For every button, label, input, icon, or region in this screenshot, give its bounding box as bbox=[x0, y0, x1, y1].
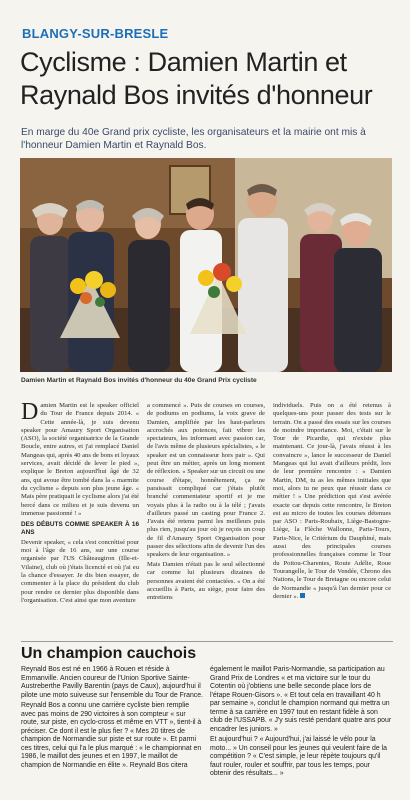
article-paragraph-2: Devenir speaker, « cela s'est concrétisé pour moi à l'âge de 16 ans, sur une course organisée par l'US Châteaugiron (Ille-et-Vilaine), club où j'étais licencié et où j'ai eu la chance d'essayer. Je dis bien essayer, de commenter à la place du président du club pour rendre ce dernier plus disponible dans l'organisation. C'est ainsi que mon aventure bbox=[21, 538, 139, 604]
article-column-1 bbox=[21, 399, 139, 607]
article-headline: Cyclisme : Damien Martin et Raynald Bos invités d'honneur bbox=[20, 47, 373, 110]
article-subhead: DES DÉBUTS COMME SPEAKER À 16 ANS bbox=[21, 521, 139, 537]
box-paragraph-3: également le maillot Paris-Normandie, sa participation au Grand Prix de Londres « et ma victoire sur le tour du Cotentin où j'obtiens une belle seconde place lors de l'étape Rouen-Gisors ». « Et tout cela en travaillant 40 h par semaine », conclut le champion normand qui mettra un terme à sa carrière en 1997 tout en restant fidèle à son club de l'USSAPB. « J'y suis resté pendant quatre ans pour encadrer les juniors. » bbox=[210, 666, 392, 733]
article-deck: En marge du 40e Grand prix cycliste, les organisateurs et la mairie ont mis à l'honneur Damien Martin et Raynald Bos. bbox=[21, 127, 366, 151]
paragraph-5-text: individuels. Puis on a été retenus à quelques-uns pour passer des tests sur le terrain. On a passé des essais sur les courses de moindre importance. Moi, c'était sur le Tour de Picardie, qui n'existe plus maintenant. Ce jour-là, j'avais réussi à les convaincre », lance le successeur de Daniel Mangeas qui lui avait d'ailleurs prédit, lors de leur première rencontre : « Damien Martin, DM, tu as les mêmes initiales que moi, alors tu ne peux que réussir dans ce métier ! » Une prédiction qui s'est avérée exacte car depuis cette rencontre, le Breton est au micro de toutes les courses détenues par ASO : Paris-Roubaix, Liège-Bastogne-Liège, la Flèche Wallonne, Paris-Tours, Paris-Nice, le Critérium du Dauphiné, mais aussi des principales courses professionnelles françaises comme le Tour du Poitou-Charentes, Route Adélie, Roue Tourangelle, le Tour de Vendée, Chrono des Nations, le Tour de Bretagne ou encore celui de Normandie « jusqu'à l'an dernier pour ce dernier ». bbox=[273, 402, 391, 600]
box-paragraph-4: Et aujourd'hui ? « Aujourd'hui, j'ai laissé le vélo pour la moto... » Un conseil pour les jeunes qui veulent faire de la compétition ? « C'est simple, je leur répète toujours qu'il faut rouler, rouler et souffrir, par tous les temps, pour obtenir des résultats... » bbox=[210, 736, 387, 777]
group-photo-illustration bbox=[20, 158, 392, 372]
article-paragraph-3: a commencé ». Puis de courses en courses, de podiums en podiums, la voix grave de Damien, amplifiée par les haut-parleurs accrochés aux potences, fait vibrer les spectateurs, les informant avec passion car, de l'avis même de plusieurs spécialistes, « le speaker est un connaisseur hors pair ». Qui peut être un métier, après un long moment de réflexion. « Speaker sur un circuit ou une course d'étape, honnêtement, ça ne paraissait compliqué car j'étais plutôt branché commentateur sportif et je me voyais plus à la radio ou à la télé ; j'avais d'ailleurs passé un casting pour France 2. J'avais été retenu parmi les meilleurs puis plus rien, jusqu'au jour où je reçois un coup de fil d'Amaury Sport Organisation pour passer des sélections afin de devenir l'un des speakers de leur organisation. » bbox=[147, 402, 265, 559]
photo-caption: Damien Martin et Raynald Bos invités d'honneur du 40e Grand Prix cycliste bbox=[21, 377, 257, 384]
box-paragraph-1: Reynald Bos est né en 1966 à Rouen et réside à Emmanville. Ancien coureur de l'Union Sportive Sainte-Austreberthe Pavilly Barentin (pays de Caux), aujourd'hui il pilote une moto suiveuse sur l'ensemble du Tour de France. bbox=[21, 666, 203, 699]
box-column-2 bbox=[210, 666, 392, 781]
article-paragraph-5 bbox=[273, 402, 391, 601]
box-column-1 bbox=[21, 666, 203, 772]
article-paragraph-1 bbox=[21, 399, 139, 518]
section-kicker: BLANGY-SUR-BRESLE bbox=[22, 26, 169, 41]
article-column-2 bbox=[147, 402, 265, 604]
end-mark-icon bbox=[300, 593, 305, 598]
article-photo bbox=[20, 158, 392, 372]
box-paragraph-2: Reynald Bos a connu une carrière cycliste bien remplie avec pas moins de 290 victoires à son compteur « sur route, sur piste, en cyclo-cross et même en VTT », tient-il à préciser. Ce dont il est le plus fier ? « Mes 20 titres de champion de Normandie sur piste et sur route ». Et parmi ces titres, celui qui l'a le plus marqué : « le championnat en 1986, le maillot des jeunes et en 1997, le maillot de champion de Normandie en élite ». Reynald Bos citera bbox=[21, 702, 202, 769]
box-divider bbox=[21, 641, 393, 642]
article-paragraph-4: Mais Damien n'était pas le seul sélectionné car comme lui plusieurs dizaines de personnes avaient été contactées. « On a été accueillis à Paris, au siège, pour faire des entretiens bbox=[147, 561, 265, 602]
drop-cap: D bbox=[21, 399, 39, 425]
article-column-3 bbox=[273, 402, 391, 603]
paragraph-1-text: amien Martin est le speaker officiel du Tour de France depuis 2014. « Cette année-là, je suis devenu speaker pour Amaury Sport Organisation (ASO), la société organisatrice de la Grande Boucle, entre autres, et j'ai remplacé Daniel Mangeas qui, après 40 ans de bons et loyaux services, avait décidé de lever le pied », explique le Breton aujourd'hui âgé de 32 ans, qui avoue être tombé dans la « marmite du cyclisme » depuis son plus jeune âge. « Mais père pratiquait le cyclisme alors j'ai été bercé dans ce milieu et je suis devenu un immense passionné ! » bbox=[21, 402, 139, 517]
box-title: Un champion cauchois bbox=[21, 645, 197, 662]
